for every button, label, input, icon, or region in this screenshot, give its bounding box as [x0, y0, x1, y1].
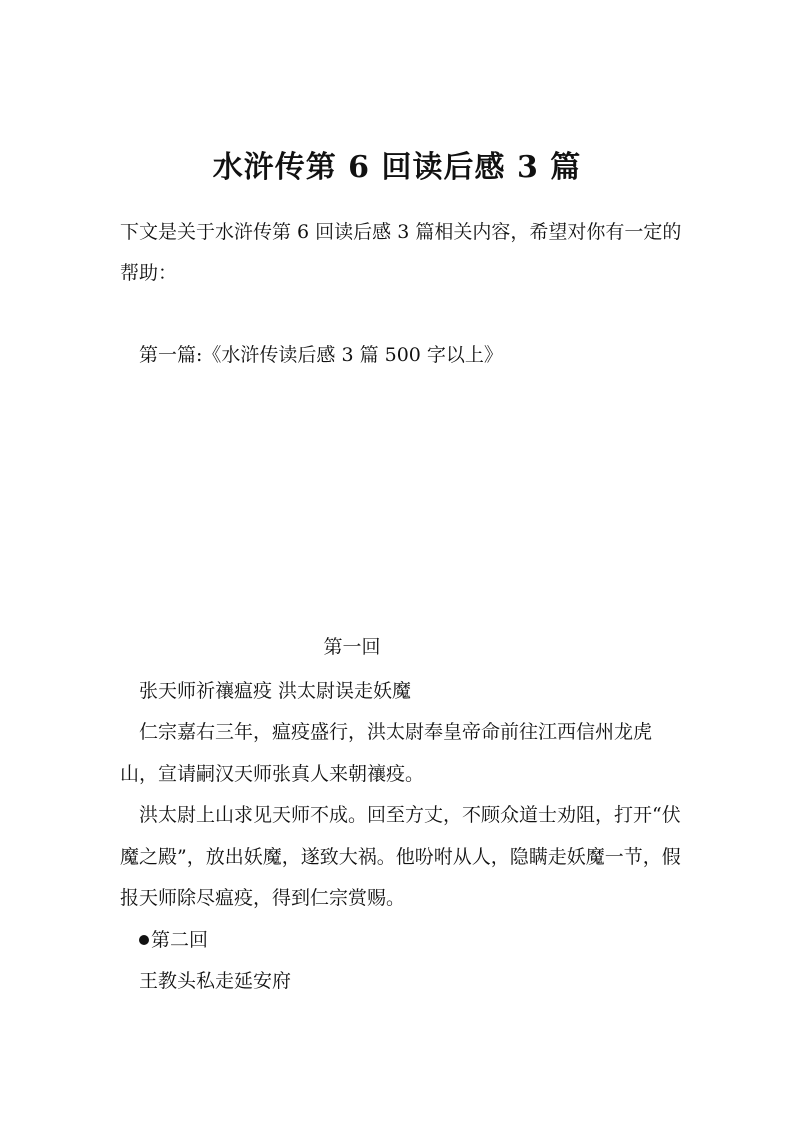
chapter-1-paragraph-2-line-1: 洪太尉上山求见天师不成。回至方丈，不顾众道士劝阻，打开“伏: [139, 804, 681, 826]
chapter-1-paragraph-1-line-2: 山，宣请嗣汉天师张真人来朝禳疫。: [120, 763, 425, 785]
chapter-1-heading: 第一回: [323, 636, 381, 658]
chapter-2-heading: 第二回: [151, 929, 209, 951]
chapter-2-subtitle: 王教头私走延安府: [139, 970, 292, 992]
section-heading: 第一篇:《水浒传读后感 3 篇 500 字以上》: [139, 344, 503, 366]
chapter-1-paragraph-2-line-3: 报天师除尽瘟疫，得到仁宗赏赐。: [120, 887, 406, 909]
chapter-2-heading-row: [139, 930, 208, 950]
intro-text-line-2: 帮助：: [120, 262, 178, 284]
chapter-1-paragraph-2-line-2: 魔之殿”，放出妖魔，遂致大祸。他吩咐从人，隐瞒走妖魔一节，假: [120, 846, 681, 868]
chapter-1-paragraph-1-line-1: 仁宗嘉右三年，瘟疫盛行，洪太尉奉皇帝命前往江西信州龙虎: [139, 721, 653, 743]
page-title: 水浒传第 6 回读后感 3 篇: [212, 150, 582, 185]
chapter-1-subtitle: 张天师祈禳瘟疫 洪太尉误走妖魔: [139, 680, 412, 702]
bullet-icon: [139, 935, 149, 945]
intro-text-line-1: 下文是关于水浒传第 6 回读后感 3 篇相关内容，希望对你有一定的: [120, 221, 682, 243]
